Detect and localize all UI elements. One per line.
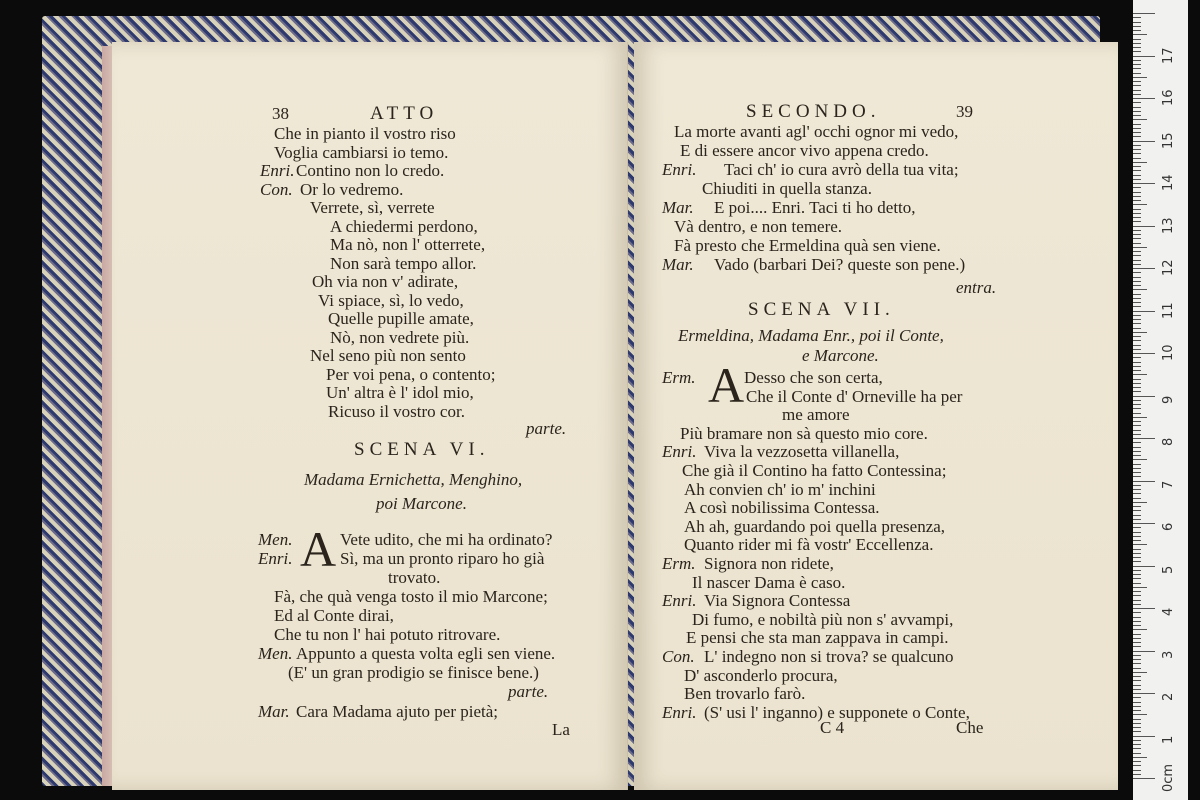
ruler-tick xyxy=(1133,47,1141,48)
book-binding xyxy=(42,16,1100,786)
ruler-tick xyxy=(1133,425,1141,426)
ruler-tick xyxy=(1133,128,1141,129)
ruler-tick xyxy=(1133,540,1141,541)
ruler-tick xyxy=(1133,374,1147,375)
ruler-tick xyxy=(1133,778,1155,779)
ruler-tick xyxy=(1133,43,1141,44)
ruler-tick xyxy=(1133,723,1141,724)
ruler-tick xyxy=(1133,294,1141,295)
scene-title: SCENA VII. xyxy=(748,299,895,320)
ruler-tick xyxy=(1133,383,1141,384)
ruler-tick xyxy=(1133,706,1141,707)
dialogue-line: Che il Conte d' Orneville ha per xyxy=(746,386,963,406)
ruler-tick xyxy=(1133,566,1155,567)
ruler-tick xyxy=(1133,391,1141,392)
ruler-tick xyxy=(1133,85,1141,86)
ruler-tick xyxy=(1133,370,1141,371)
speaker-label: Con. xyxy=(260,179,293,199)
dialogue-line: Cara Madama ajuto per pietà; xyxy=(296,702,499,721)
ruler-tick xyxy=(1133,119,1147,120)
ruler-tick xyxy=(1133,136,1141,137)
dialogue-line: Ah ah, guardando poi quella presenza, xyxy=(684,516,946,536)
ruler-number: 13 xyxy=(1161,216,1176,234)
ruler-tick xyxy=(1133,387,1141,388)
ruler-tick xyxy=(1133,124,1141,125)
ruler-tick xyxy=(1133,578,1141,579)
ruler-tick xyxy=(1133,549,1141,550)
speaker-label: Enri. xyxy=(662,702,697,722)
catchword: La xyxy=(552,720,570,739)
ruler-tick xyxy=(1133,464,1141,465)
ruler-tick xyxy=(1133,272,1141,273)
dialogue-line: Appunto a questa volta egli sen viene. xyxy=(296,644,556,663)
ruler-tick xyxy=(1133,73,1141,74)
ruler-tick xyxy=(1133,510,1141,511)
ruler-tick xyxy=(1133,459,1147,460)
ruler-tick xyxy=(1133,417,1147,418)
ruler-tick xyxy=(1133,693,1155,694)
ruler-tick xyxy=(1133,213,1141,214)
ruler-tick xyxy=(1133,736,1155,737)
speaker-label: Mar. xyxy=(662,255,694,274)
ruler-number: 15 xyxy=(1161,131,1176,149)
ruler-number: 11 xyxy=(1161,301,1176,319)
ruler-tick xyxy=(1133,217,1141,218)
ruler-tick xyxy=(1133,234,1141,235)
ruler-tick xyxy=(1133,366,1141,367)
dialogue-line: Ed al Conte dirai, xyxy=(274,606,394,625)
ruler-tick xyxy=(1133,64,1141,65)
ruler-tick xyxy=(1133,153,1141,154)
ruler-number: 4 xyxy=(1161,607,1176,616)
ruler-tick xyxy=(1133,98,1155,99)
ruler-tick xyxy=(1133,680,1141,681)
dialogue-line: (E' un gran prodigio se finisce bene.) xyxy=(288,663,539,682)
ruler-tick xyxy=(1133,617,1141,618)
ruler-tick xyxy=(1133,353,1155,354)
ruler-tick xyxy=(1133,434,1141,435)
verse-line: Per voi pena, o contento; xyxy=(326,364,496,384)
verse-line: E poi.... Enri. Taci ti ho detto, xyxy=(714,198,916,217)
right-page xyxy=(634,42,1118,790)
ruler-tick xyxy=(1133,332,1147,333)
ruler-tick xyxy=(1133,753,1141,754)
exit-direction: parte. xyxy=(526,419,567,438)
ruler-tick xyxy=(1133,226,1155,227)
verse-line: Nel seno più non sento xyxy=(310,346,466,365)
ruler-tick xyxy=(1133,761,1141,762)
ruler-tick xyxy=(1133,523,1155,524)
ruler-tick xyxy=(1133,638,1141,639)
ruler-tick xyxy=(1133,90,1141,91)
ruler-tick xyxy=(1133,553,1141,554)
verse-line: La morte avanti agl' occhi ognor mi vedo, xyxy=(674,122,959,141)
scene-persons: poi Marcone. xyxy=(376,494,467,513)
dialogue-line: trovato. xyxy=(388,568,441,587)
ruler-tick xyxy=(1133,498,1141,499)
dialogue-line: Sì, ma un pronto riparo ho già xyxy=(340,549,545,568)
catchword: Che xyxy=(956,718,984,737)
ruler-tick xyxy=(1133,345,1141,346)
ruler-tick xyxy=(1133,60,1141,61)
verse-line: Fà presto che Ermeldina quà sen viene. xyxy=(674,236,941,255)
ruler-tick xyxy=(1133,451,1141,452)
ruler-tick xyxy=(1133,68,1141,69)
ruler-tick xyxy=(1133,94,1141,95)
ruler-tick xyxy=(1133,362,1141,363)
verse-line: Ma nò, non l' otterrete, xyxy=(330,235,486,254)
ruler-tick xyxy=(1133,629,1147,630)
ruler-tick xyxy=(1133,323,1141,324)
ruler-unit-label: 0cm xyxy=(1161,763,1176,792)
ruler-tick xyxy=(1133,485,1141,486)
ruler-tick xyxy=(1133,702,1141,703)
ruler-tick xyxy=(1133,608,1155,609)
ruler-tick xyxy=(1133,243,1141,244)
running-head: ATTO xyxy=(370,103,439,124)
ruler-tick xyxy=(1133,634,1141,635)
measuring-ruler xyxy=(1133,0,1188,800)
dialogue-line: Ben trovarlo farò. xyxy=(684,684,806,704)
ruler-tick xyxy=(1133,349,1141,350)
ruler-tick xyxy=(1133,604,1141,605)
verse-line: Un' altra è l' idol mio, xyxy=(326,383,474,402)
ruler-number: 5 xyxy=(1161,565,1176,574)
ruler-number: 10 xyxy=(1161,344,1176,361)
verse-line: Và dentro, e non temere. xyxy=(674,217,843,236)
ruler-number: 17 xyxy=(1161,46,1176,64)
ruler-tick xyxy=(1133,247,1147,248)
verse-line: Quelle pupille amate, xyxy=(328,309,474,328)
dialogue-line: (S' usi l' inganno) e supponete o Conte, xyxy=(704,702,970,722)
ruler-tick xyxy=(1133,179,1141,180)
ruler-tick xyxy=(1133,697,1141,698)
ruler-tick xyxy=(1133,357,1141,358)
ruler-tick xyxy=(1133,311,1155,312)
verse-line: Ricuso il vostro cor. xyxy=(328,401,465,421)
ruler-tick xyxy=(1133,515,1141,516)
ruler-tick xyxy=(1133,379,1141,380)
ruler-tick xyxy=(1133,277,1141,278)
ruler-tick xyxy=(1133,26,1141,27)
ruler-number: 2 xyxy=(1161,692,1176,701)
speaker-label: Enri. xyxy=(662,442,697,462)
ruler-tick xyxy=(1133,17,1141,18)
dialogue-line: Quanto rider mi fà vostr' Eccellenza. xyxy=(684,535,934,555)
dialogue-line: Di fumo, e nobiltà più non s' avvampi, xyxy=(692,609,954,629)
ruler-tick xyxy=(1133,570,1141,571)
ruler-tick xyxy=(1133,281,1141,282)
ruler-tick xyxy=(1133,438,1155,439)
ruler-number: 9 xyxy=(1161,395,1176,404)
exit-direction: entra. xyxy=(956,278,997,297)
ruler-tick xyxy=(1133,506,1141,507)
verse-line: Or lo vedremo. xyxy=(300,179,404,199)
ruler-tick xyxy=(1133,298,1141,299)
scene-persons: e Marcone. xyxy=(802,346,879,365)
ruler-tick xyxy=(1133,774,1141,775)
ruler-tick xyxy=(1133,442,1141,443)
speaker-label: Men. xyxy=(258,530,293,549)
ruler-tick xyxy=(1133,260,1141,261)
ruler-tick xyxy=(1133,663,1141,664)
dialogue-line: Viva la vezzosetta villanella, xyxy=(704,442,900,462)
dialogue-line: Desso che son certa, xyxy=(744,368,883,387)
verse-line: Nò, non vedrete più. xyxy=(330,327,470,347)
ruler-tick xyxy=(1133,166,1141,167)
ruler-tick xyxy=(1133,472,1141,473)
ruler-number: 1 xyxy=(1161,735,1176,744)
ruler-tick xyxy=(1133,757,1147,758)
ruler-tick xyxy=(1133,158,1141,159)
ruler-tick xyxy=(1133,302,1141,303)
dialogue-line: Fà, che quà venga tosto il mio Marcone; xyxy=(274,587,548,606)
dialogue-line: me amore xyxy=(782,405,850,425)
speaker-label: Enri. xyxy=(662,591,697,611)
ruler-tick xyxy=(1133,175,1141,176)
ruler-tick xyxy=(1133,714,1147,715)
ruler-tick xyxy=(1133,727,1141,728)
ruler-tick xyxy=(1133,642,1141,643)
dialogue-line: L' indegno non si trova? se qualcuno xyxy=(704,647,954,666)
ruler-tick xyxy=(1133,115,1141,116)
ruler-tick xyxy=(1133,34,1147,35)
ruler-tick xyxy=(1133,306,1141,307)
ruler-tick xyxy=(1133,447,1141,448)
ruler-tick xyxy=(1133,221,1141,222)
ruler-tick xyxy=(1133,689,1141,690)
dialogue-line: Il nascer Dama è caso. xyxy=(692,572,846,592)
dialogue-line: Vete udito, che mi ha ordinato? xyxy=(340,530,553,549)
ruler-tick xyxy=(1133,396,1155,397)
verse-line: A chiedermi perdono, xyxy=(330,216,478,236)
verse-line: Non sarà tempo allor. xyxy=(330,253,477,273)
ruler-tick xyxy=(1133,621,1141,622)
ruler-tick xyxy=(1133,676,1141,677)
ruler-tick xyxy=(1133,187,1141,188)
left-page xyxy=(112,42,628,790)
ruler-tick xyxy=(1133,51,1141,52)
ruler-tick xyxy=(1133,183,1155,184)
ruler-number: 8 xyxy=(1161,437,1176,446)
ruler-tick xyxy=(1133,481,1155,482)
dialogue-line: A così nobilissima Contessa. xyxy=(684,498,880,518)
dialogue-line: Che già il Contino ha fatto Contessina; xyxy=(682,461,947,480)
ruler-tick xyxy=(1133,489,1141,490)
scene-title: SCENA VI. xyxy=(354,439,490,460)
speaker-label: Mar. xyxy=(662,198,694,217)
ruler-tick xyxy=(1133,731,1141,732)
ruler-tick xyxy=(1133,740,1141,741)
ruler-tick xyxy=(1133,22,1141,23)
ruler-tick xyxy=(1133,557,1141,558)
ruler-tick xyxy=(1133,668,1141,669)
dialogue-line: Ah convien ch' io m' inchini xyxy=(684,479,876,499)
ruler-tick xyxy=(1133,111,1141,112)
ruler-tick xyxy=(1133,421,1141,422)
ruler-tick xyxy=(1133,476,1141,477)
verse-line: Oh via non v' adirate, xyxy=(312,272,459,291)
verse-line: Taci ch' io cura avrò della tua vita; xyxy=(724,160,959,179)
ruler-tick xyxy=(1133,149,1141,150)
ruler-tick xyxy=(1133,230,1141,231)
ruler-tick xyxy=(1133,770,1141,771)
ruler-tick xyxy=(1133,162,1147,163)
verse-line: Chiuditi in quella stanza. xyxy=(702,179,872,198)
ruler-tick xyxy=(1133,251,1141,252)
drop-capital: A xyxy=(300,521,337,577)
ruler-tick xyxy=(1133,400,1141,401)
dialogue-line: Via Signora Contessa xyxy=(704,591,851,611)
ruler-tick xyxy=(1133,651,1155,652)
ruler-tick xyxy=(1133,30,1141,31)
ruler-tick xyxy=(1133,591,1141,592)
ruler-tick xyxy=(1133,561,1141,562)
verse-line: Vi spiace, sì, lo vedo, xyxy=(318,290,464,310)
dialogue-line: Signora non ridete, xyxy=(704,554,834,573)
speaker-label: Men. xyxy=(258,644,293,663)
ruler-tick xyxy=(1133,141,1155,142)
ruler-tick xyxy=(1133,455,1141,456)
ruler-tick xyxy=(1133,328,1141,329)
speaker-label: Enri. xyxy=(662,160,697,179)
verse-line: E di essere ancor vivo appena credo. xyxy=(680,141,929,160)
ruler-tick xyxy=(1133,200,1141,201)
ruler-tick xyxy=(1133,56,1155,57)
scene-persons: Madama Ernichetta, Menghino, xyxy=(304,470,523,489)
ruler-tick xyxy=(1133,659,1141,660)
ruler-number: 16 xyxy=(1161,89,1176,106)
ruler-tick xyxy=(1133,13,1155,14)
dialogue-line: D' asconderlo procura, xyxy=(684,665,838,685)
exit-direction: parte. xyxy=(508,682,549,701)
verse-line: Vado (barbari Dei? queste son pene.) xyxy=(714,255,966,274)
dialogue-line: Più bramare non sà questo mio core. xyxy=(680,423,928,443)
ruler-tick xyxy=(1133,672,1147,673)
ruler-tick xyxy=(1133,744,1141,745)
verse-line: Contino non lo credo. xyxy=(296,161,445,180)
ruler-tick xyxy=(1133,145,1141,146)
ruler-tick xyxy=(1133,502,1147,503)
ruler-tick xyxy=(1133,527,1141,528)
ruler-tick xyxy=(1133,289,1147,290)
ruler-tick xyxy=(1133,600,1141,601)
dialogue-line: Che tu non l' hai potuto ritrovare. xyxy=(274,625,501,644)
ruler-tick xyxy=(1133,196,1141,197)
speaker-label: Mar. xyxy=(258,702,290,721)
scene-persons: Ermeldina, Madama Enr., poi il Conte, xyxy=(678,326,944,345)
ruler-tick xyxy=(1133,646,1141,647)
ruler-tick xyxy=(1133,430,1141,431)
verse-line: Che in pianto il vostro riso xyxy=(274,124,456,143)
ruler-tick xyxy=(1133,413,1141,414)
speaker-label: Enri. xyxy=(258,549,293,568)
ruler-tick xyxy=(1133,532,1141,533)
ruler-number: 7 xyxy=(1161,480,1176,489)
drop-capital: A xyxy=(708,357,745,413)
verse-line: Voglia cambiarsi io temo. xyxy=(274,142,449,162)
ruler-tick xyxy=(1133,685,1141,686)
ruler-tick xyxy=(1133,340,1141,341)
ruler-tick xyxy=(1133,264,1141,265)
ruler-tick xyxy=(1133,748,1141,749)
verse-line: Verrete, sì, verrete xyxy=(310,198,435,217)
ruler-tick xyxy=(1133,625,1141,626)
ruler-tick xyxy=(1133,192,1141,193)
ruler-tick xyxy=(1133,408,1141,409)
ruler-tick xyxy=(1133,583,1141,584)
page-number: 39 xyxy=(956,102,973,121)
ruler-tick xyxy=(1133,595,1141,596)
ruler-tick xyxy=(1133,315,1141,316)
speaker-label: Con. xyxy=(662,647,695,666)
ruler-tick xyxy=(1133,587,1147,588)
ruler-tick xyxy=(1133,107,1141,108)
ruler-number: 6 xyxy=(1161,522,1176,531)
ruler-tick xyxy=(1133,574,1141,575)
ruler-tick xyxy=(1133,493,1141,494)
ruler-tick xyxy=(1133,710,1141,711)
ruler-tick xyxy=(1133,655,1141,656)
ruler-tick xyxy=(1133,204,1147,205)
ruler-tick xyxy=(1133,612,1141,613)
ruler-tick xyxy=(1133,319,1141,320)
running-head: SECONDO. xyxy=(746,101,881,122)
ruler-number: 12 xyxy=(1161,259,1176,276)
ruler-tick xyxy=(1133,170,1141,171)
ruler-tick xyxy=(1133,765,1141,766)
page-number: 38 xyxy=(272,104,289,123)
ruler-tick xyxy=(1133,544,1147,545)
ruler-tick xyxy=(1133,519,1141,520)
speaker-label: Enri. xyxy=(260,161,295,180)
ruler-tick xyxy=(1133,285,1141,286)
ruler-tick xyxy=(1133,77,1147,78)
ruler-tick xyxy=(1133,132,1141,133)
ruler-tick xyxy=(1133,336,1141,337)
speaker-label: Erm. xyxy=(662,554,696,573)
speaker-label: Erm. xyxy=(662,368,696,387)
ruler-tick xyxy=(1133,404,1141,405)
ruler-tick xyxy=(1133,268,1155,269)
ruler-tick xyxy=(1133,39,1141,40)
ruler-tick xyxy=(1133,536,1141,537)
ruler-tick xyxy=(1133,468,1141,469)
ruler-number: 3 xyxy=(1161,650,1176,659)
ruler-tick xyxy=(1133,209,1141,210)
ruler-number: 14 xyxy=(1161,174,1176,191)
ruler-tick xyxy=(1133,255,1141,256)
signature-mark: C 4 xyxy=(820,718,845,737)
ruler-tick xyxy=(1133,719,1141,720)
ruler-tick xyxy=(1133,102,1141,103)
ruler-tick xyxy=(1133,81,1141,82)
ruler-tick xyxy=(1133,238,1141,239)
dialogue-line: E pensi che sta man zappava in campi. xyxy=(686,628,949,648)
